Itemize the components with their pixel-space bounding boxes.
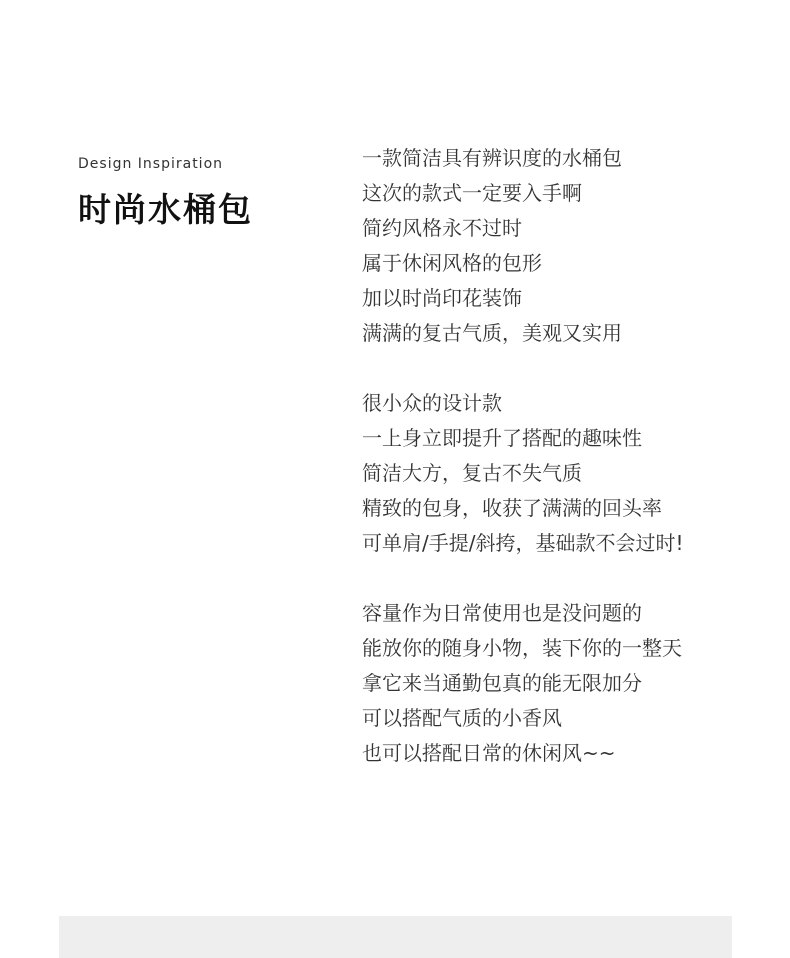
text-line: 属于休闲风格的包形 [362,251,542,275]
text-line: 这次的款式一定要入手啊 [362,181,582,205]
text-line: 能放你的随身小物，装下你的一整天 [362,636,682,660]
description-block [362,141,762,771]
text-line: 容量作为日常使用也是没问题的 [362,601,642,625]
text-line: 拿它来当通勤包真的能无限加分 [362,671,642,695]
paragraph-capacity [362,596,762,771]
page-title: 时尚水桶包 [78,190,253,229]
text-line: 一上身立即提升了搭配的趣味性 [362,426,642,450]
text-line: 一款简洁具有辨识度的水桶包 [362,146,622,170]
section-subtitle: Design Inspiration [78,156,224,172]
text-line: 很小众的设计款 [362,391,502,415]
paragraph-design [362,386,762,561]
text-line: 可单肩/手提/斜挎，基础款不会过时! [362,531,684,555]
text-line: 加以时尚印花装饰 [362,286,522,310]
text-line: 简约风格永不过时 [362,216,522,240]
text-line: 精致的包身，收获了满满的回头率 [362,496,662,520]
text-line: 也可以搭配日常的休闲风~~ [362,741,616,765]
text-line: 简洁大方，复古不失气质 [362,461,582,485]
text-line: 可以搭配气质的小香风 [362,706,562,730]
text-line: 满满的复古气质，美观又实用 [362,321,622,345]
header-block [78,154,253,232]
footer-panel [59,916,732,958]
paragraph-intro [362,141,762,351]
